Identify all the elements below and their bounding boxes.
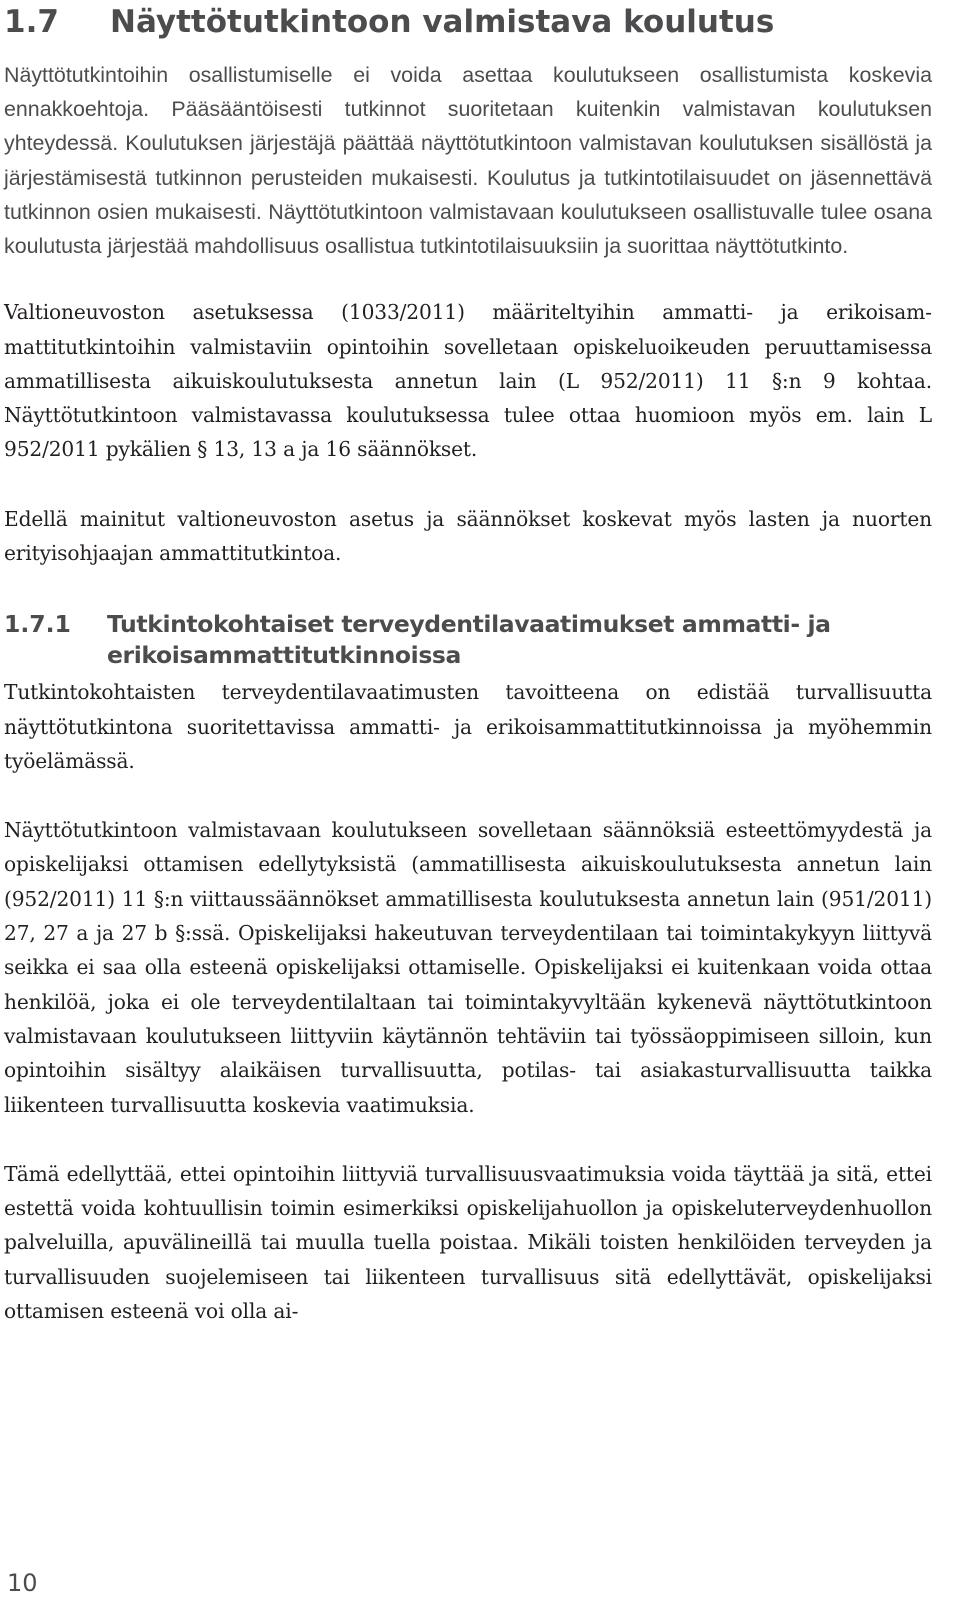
obstacle-paragraph: Näyttötutkintoon valmistavaan koulutukseen sovelletaan säännöksiä esteettömyydestä ja opiskelijaksi ottamisen edellytyksistä (ammatillisesta aikuiskoulutuksesta annetun lain (952/2011) 11 §:n viittaussäännökset ammatillisesta koulutuksesta annetun lain (951/2011) 27, 27 a ja 27 b §:ssä. Opiskelijaksi hakeutuvan terveydentilaan tai toimintakykyyn liittyvä seikka ei saa olla esteenä opiskelijaksi ottamiselle. Opiskelijaksi ei kuitenkaan voida ottaa henkilöä, joka ei ole terveydentilaltaan tai toimintakyvyltään kykenevä näyttötutkintoon valmistavaan koulutukseen liittyviin käytännön tehtäviin tai työssäoppimiseen silloin, kun opintoihin sisältyy alaikäisen turvallisuutta, potilas- tai asiakasturvallisuutta taikka liikenteen turvallisuutta koskevia vaatimuksia. [4,818,932,1117]
section-number: 1.7 [4,4,59,40]
section-title: Näyttötutkintoon valmistava koulutus [110,4,775,40]
special-paragraph: Edellä mainitut valtioneuvoston asetus ja säännökset koskevat myös lasten ja nuorten erityisohjaajan ammattitutkintoa. [4,506,932,565]
section-heading [4,0,932,42]
intro-paragraph: Näyttötutkintoihin osallistumiselle ei voida asettaa koulutukseen osallistumista koskevia ennakkoehtoja. Pääsääntöisesti tutkinnot suoritetaan kuitenkin valmistavan koulutuksen yhteydessä. Koulutuksen järjestäjä päättää näyttötutkintoon valmistavan koulutuksen sisällöstä ja järjestämisestä tutkinnon perusteiden mukaisesti. Koulutus ja tutkintotilaisuudet on jäsennettävä tutkinnon osien mukaisesti. Näyttötutkintoon valmistavaan koulutukseen osallistuvalle tulee osana koulutusta järjestää mahdollisuus osallistua tutkintotilaisuuksiin ja suorittaa näyttötutkinto. [4,63,932,259]
page-number: 10 [7,1569,38,1597]
subsection-number: 1.7.1 [4,610,71,639]
subsection-title: Tutkintokohtaiset terveydentilavaatimukset ammatti- ja erikoisammattitutkinnoissa [107,610,831,670]
requirement-paragraph: Tämä edellyttää, ettei opintoihin liittyviä turvallisuusvaatimuksia voida täyttää ja sitä, ettei estettä voida kohtuullisin toimin esimerkiksi opiskelijahuollon ja opiskeluterveydenhuollon palveluilla, apuvälineillä tai muulla tuella poistaa. Mikäli toisten henkilöiden terveyden ja turvallisuuden suojelemiseen tai liikenteen turvallisuus sitä edellyttävät, opiskelijaksi ottamisen esteenä voi olla ai- [4,1161,932,1324]
subsection-heading [4,609,932,671]
document-page [4,0,932,1328]
decree-paragraph: Valtioneuvoston asetuksessa (1033/2011) määriteltyihin ammatti- ja erikoisammattitutkintoihin valmistaviin opintoihin sovelletaan opiskeluoikeuden peruuttamisessa ammatillisesta aikuiskoulutuksesta annetun lain (L 952/2011) 11 §:n 9 kohtaa. Näyttötutkintoon valmistavassa koulutuksessa tulee ottaa huomioon myös em. lain L 952/2011 pykälien § 13, 13 a ja 16 säännökset. [4,300,932,462]
goal-paragraph: Tutkintokohtaisten terveydentilavaatimusten tavoitteena on edistää turvallisuutta näyttötutkintona suoritettavissa ammatti- ja erikoisammattitutkinnoissa ja myöhemmin työelämässä. [4,680,932,773]
